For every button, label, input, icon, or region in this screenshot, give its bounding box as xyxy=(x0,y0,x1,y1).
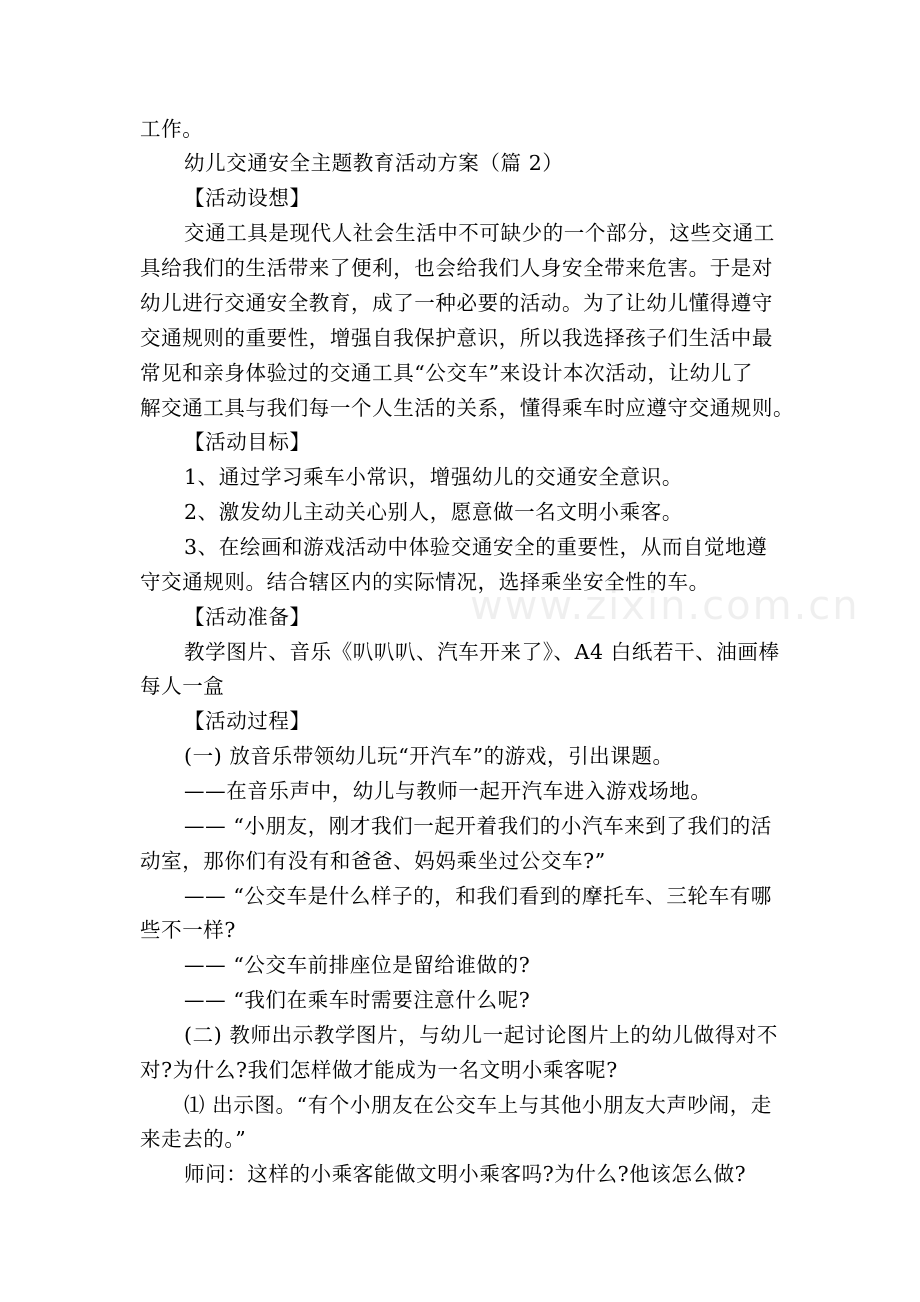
text-line: 动室，那你们有没有和爸爸、妈妈乘坐过公交车?” xyxy=(140,849,606,873)
text-line: —— “公交车前排座位是留给谁做的? xyxy=(184,953,531,977)
goal-item: 1、通过学习乘车小常识，增强幼儿的交通安全意识。 xyxy=(184,465,683,489)
heading-activity-goals: 【活动目标】 xyxy=(184,430,311,454)
text-line: 些不一样? xyxy=(140,918,236,942)
heading-activity-idea: 【活动设想】 xyxy=(184,186,311,210)
section-title: 幼儿交通安全主题教育活动方案（篇 2） xyxy=(184,151,564,175)
text-line: 交通工具是现代人社会生活中不可缺少的一个部分，这些交通工 xyxy=(184,221,775,245)
text-line: 交通规则的重要性，增强自我保护意识，所以我选择孩子们生活中最 xyxy=(140,326,773,350)
text-line: 幼儿进行交通安全教育，成了一种必要的活动。为了让幼儿懂得遵守 xyxy=(140,291,773,315)
goal-item: 2、激发幼儿主动关心别人，愿意做一名文明小乘客。 xyxy=(184,500,683,524)
text-line: (一) 放音乐带领幼儿玩“开汽车”的游戏，引出课题。 xyxy=(184,744,674,768)
text-line: 教学图片、音乐《叭叭叭、汽车开来了》、A4 白纸若干、油画棒 xyxy=(184,640,780,664)
watermark: www.zixin.com.cn xyxy=(470,583,860,629)
heading-activity-process: 【活动过程】 xyxy=(184,709,311,733)
text-line: 师问：这样的小乘客能做文明小乘客吗?为什么?他该怎么做? xyxy=(184,1162,747,1186)
text-line: 守交通规则。结合辖区内的实际情况，选择乘坐安全性的车。 xyxy=(140,570,710,594)
heading-activity-preparation: 【活动准备】 xyxy=(184,605,311,629)
text-line: —— “公交车是什么样子的，和我们看到的摩托车、三轮车有哪 xyxy=(184,884,772,908)
text-line: —— “我们在乘车时需要注意什么呢? xyxy=(184,988,531,1012)
goal-item: 3、在绘画和游戏活动中体验交通安全的重要性，从而自觉地遵 xyxy=(184,535,768,559)
text-line: (二) 教师出示教学图片，与幼儿一起讨论图片上的幼儿做得对不 xyxy=(184,1023,779,1047)
text-line: 解交通工具与我们每一个人生活的关系，懂得乘车时应遵守交通规则。 xyxy=(140,396,795,420)
text-line: 工作。 xyxy=(140,117,204,141)
text-line: 对?为什么?我们怎样做才能成为一名文明小乘客呢? xyxy=(140,1058,618,1082)
text-line: ——在音乐声中，幼儿与教师一起开汽车进入游戏场地。 xyxy=(184,779,712,803)
text-line: ⑴ 出示图。“有个小朋友在公交车上与其他小朋友大声吵闹，走 xyxy=(184,1093,772,1117)
text-line: —— “小朋友，刚才我们一起开着我们的小汽车来到了我们的活 xyxy=(184,814,772,838)
text-line: 来走去的。” xyxy=(140,1127,247,1151)
text-line: 每人一盒 xyxy=(140,674,225,698)
text-line: 常见和亲身体验过的交通工具“公交车”来设计本次活动，让幼儿了 xyxy=(140,361,753,385)
text-line: 具给我们的生活带来了便利，也会给我们人身安全带来危害。于是对 xyxy=(140,256,773,280)
